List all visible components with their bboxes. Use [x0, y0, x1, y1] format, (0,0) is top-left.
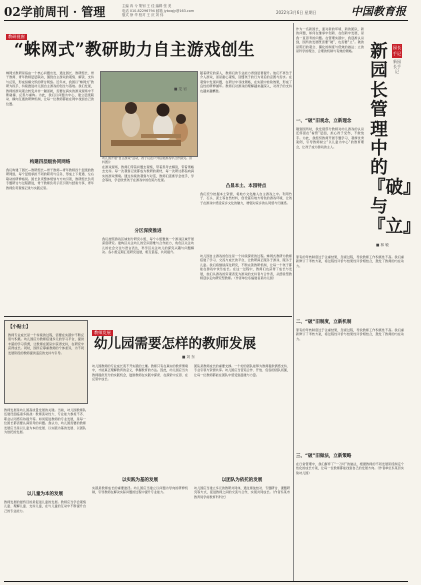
sidebar-text: 刚到园所时，我发现部分教师对幼儿游戏的认识还停留在“看管”层面，担心孩子受伤，不敢放手。为此，我组织教师开展专题学习，观摩优秀案例，引导教师树立“以儿童为中心”的教育理念，让孩子成为游戏的主人。 [296, 127, 364, 149]
article-spider-web-research [4, 23, 292, 314]
sidebar-text: 原有的考核制度过于注重结果，忽视过程，导致教师工作积极性不高。我们重新修订了考核方案，将过程性评价与结果性评价相结合，激发了教师的内在动力。 [296, 255, 404, 268]
article-column: 我们充分挖掘本土资源，将地方文化融入自主游戏之中。利用竹子、石头、泥土等自然材料，创设富有地方特色的游戏环境，让孩子在游戏中感受家乡文化的魅力，增强对家乡的认同感与归属感。 [200, 192, 292, 205]
article-column: 幼儿园应当建立多元的教研共同体，通过师徒结对、专题研讨、课题研究等方式，促进教师之间的交流与合作，实现共同成长。（作者系某市教育局学前教育科科长） [194, 486, 290, 499]
sidebar-text: 在日常管理中，我们摒弃了“一刀切”的做法，根据教师的不同发展阶段制定个性化的成长方案，让每一位教师都能找到自己的发展方向。（作者单位系某县实验幼儿园） [296, 462, 404, 475]
section-heading: 构建四层级协同网络 [29, 160, 71, 165]
issue-date: 2022年3月6日 星期日 [276, 10, 317, 15]
sidebar-headline: 新园长管理中的『破』与『立』 [368, 42, 421, 237]
section-heading: 二、“破”旧制度，立新机制 [296, 320, 352, 325]
sidebar-author: ■ 林 敏 [376, 243, 389, 247]
layout-line: 版式 徐 华 校对 王 庆 刘 伟 [122, 13, 164, 17]
article-column: 我们构建了园长—教研组长—骨干教师—青年教师四个层级的教研网络，每个层级承担不同的职责与任务，形成上下贯通、左右联动的研修格局。园长负责整体规划与方向引领，教研组长负责专题研讨与过程跟进，骨干教师负责示范引领与经验分享，青年教师负责观察记录与实践反思。 [6, 168, 94, 190]
article-column: 幼儿园自主游戏的创生是一个持续探索的过程。蛛网式教研为教师搭建了学习、交流与成长的平台，让教研真正服务于游戏、服务于儿童。我们将继续深化研究，不断完善教研机制，让每一个孩子都能在游戏中快乐成长。在这一过程中，教师们也获得了成长与发展，他们从游戏的旁观者变为游戏的支持者与合作者，从经验型教师逐步走向研究型教师。（作者单位系福建省某幼儿园） [200, 254, 292, 281]
photo-caption: 幼儿园开展“自主游戏”活动，孩子们在户外搭建游戏中合作探究。资料图片 [102, 156, 193, 164]
article-headline: 幼儿园需要怎样的教师发展 [94, 336, 256, 352]
section-heading: 三、“破”旧做法，立新策略 [296, 454, 352, 459]
article-column: 幼儿园教师的专业成长离不开实践的土壤。教师只有在真实的教育情境中，才能真正理解教育的意义，掌握教育的方法。因此，幼儿园应当为教师提供充分的实践机会，鼓励教师在实践中探索、在探索中反思、在反思中成长。 [92, 364, 188, 382]
sidebar-tag-label: 园长手记 [392, 45, 402, 56]
sidebar-box-note [4, 320, 88, 404]
article-column: 团队是教师成长的重要支撑。一个好的团队能够为教师提供情感支持、专业引领与资源共享。幼儿园应当营造合作、开放、包容的团队氛围，让每一位教师都能在团队中感受到温暖与力量。 [194, 364, 290, 377]
section-heading: 以儿童为本的发展 [27, 492, 63, 497]
sidebar-tag [392, 44, 402, 74]
footer-rule [4, 581, 408, 582]
section-heading: 以实践为基的发展 [122, 478, 158, 483]
section-heading: 一、“破”旧观念，立新理念 [296, 119, 352, 124]
article-byline: ■ 龙 岩 [174, 87, 187, 91]
page-header [4, 3, 408, 21]
sidebar-subtag: 新园长手记 [393, 59, 401, 74]
section-title: 02学前周刊 · 管理 [4, 5, 106, 19]
children-playing-image [101, 72, 197, 156]
section-heading: 以团队为依托的发展 [221, 478, 263, 483]
article-column: 实践是教师成长的重要途径。幼儿园应当建立以问题为导向的研修机制，引导教师在解决实际问题的过程中提升专业能力。 [92, 486, 188, 495]
newspaper-brand: 中国教育报 [351, 5, 406, 18]
section-heading: 凸显本土、本园特点 [225, 184, 267, 189]
editor-line: 主编 冉 兮 策划 王 佳 编辑 张 美 [122, 4, 172, 8]
article-byline: ■ 刘 东 [182, 355, 195, 359]
box-label: 【小贴士】 [8, 325, 31, 330]
kicker-tag: 教研视窗 [8, 33, 25, 39]
article-column: 随着研究的深入，教师们的专业能力得到显著提升。他们不再急于介入游戏，而是耐心观察，读懂孩子的行为背后的意图与需求。在观察中发现问题，在研讨中寻找策略，在实践中检验效果，形成了良性的研修循环。教师们对游戏的理解越来越深入，对孩子的支持也越来越精准。 [200, 71, 292, 93]
article-column: 在游戏现场，教师们带着问题去观察，带着思考去解读，带着策略去支持。每一次观察记录都成为教研的素材，每一次研讨都指向真实的游戏情境。通过持续的观察与对话，教师们逐渐学会放手，学会等待，学会欣赏孩子在游戏中的创造与发现。 [102, 165, 194, 183]
article-photo [100, 71, 198, 157]
contact-line: 电话 010-82296794 邮箱 jybxqjy@163.com [122, 8, 195, 13]
sidebar-text: 原有的考核制度过于注重结果，忽视过程，导致教师工作积极性不高。我们重新修订了考核方案，将过程性评价与结果性评价相结合，激发了教师的内在动力。 [296, 328, 404, 341]
kicker-tag: 教师发展 [94, 329, 111, 335]
section-heading: 分区深度推进 [134, 229, 162, 234]
article-column: 蛛网式教研是指由一个核心问题出发，通过园长、教研组长、骨干教师、青年教师层层联动，围绕自主游戏的观察、解读、支持与反思，形成纵横交织的研讨网络。近年来，我园以“蛛网式”教研为抓手，持续推进幼儿园自主游戏的创生与落地。我们发现，教师的游戏观念转变并非一蹴而就，需要在真实的游戏现场中不断碰撞、反思与重构。为此，我们以问题为中心，建立层级联动、横向互通的研修机制，让每一位教师都能在网中找到自己的位置。 [6, 71, 94, 106]
sidebar-column [294, 23, 421, 585]
sidebar-text: 作为一名新园长，面对新的环境、新的团队、新的问题，如何在继承中创新、在创新中发展，是我一直思考的问题。在管理实践中，我逐渐认识到，园所的发展既需要“破”，也需要“立”。破的是陈旧的观念、僵化的制度与低效的做法；立的是科学的理念、合理的机制与有效的策略。 [296, 27, 364, 54]
section-divider [4, 316, 292, 317]
box-text: 教师专业成长是一个持续的过程，需要在实践中不断反思与积累。幼儿园应为教师搭建多元的学习平台，提供丰富的学习资源，让教师在团队中获得支持，在研究中获得成长。同时，园所应尊重教师的个体差异，为不同发展阶段的教师提供适宜的支持与引导。 [8, 333, 84, 355]
article-headline: “蛛网式”教研助力自主游戏创生 [14, 40, 255, 59]
article-column: 我们按照游戏区域划分研究小组，每个小组聚焦一个游戏区域开展深度研究。建构区关注幼儿的空间思维与合作能力，角色区关注幼儿的社会交往与语言表达，科学区关注幼儿的探究兴趣与问题解决。各小组定期汇报研究进展，相互借鉴，共同提升。 [102, 237, 194, 255]
editor-info [122, 4, 194, 18]
article-column: 教师发展的最终目的是促进儿童的发展。教师应当学会观察儿童、理解儿童、支持儿童，在与儿童的互动中不断提升自己的专业能力。 [4, 500, 86, 513]
article-column: 教师发展是幼儿园高质量发展的关键。当前，幼儿园教师队伍建设面临诸多挑战：教师流动性大、专业能力参差不齐、职业认同感有待提升等。如何促进教师的专业发展，是每一位园长都需要认真思考的问题。我认为，幼儿园需要的教师发展应当是以儿童为本的发展、以实践为基的发展、以团队为依托的发展。 [4, 408, 86, 435]
